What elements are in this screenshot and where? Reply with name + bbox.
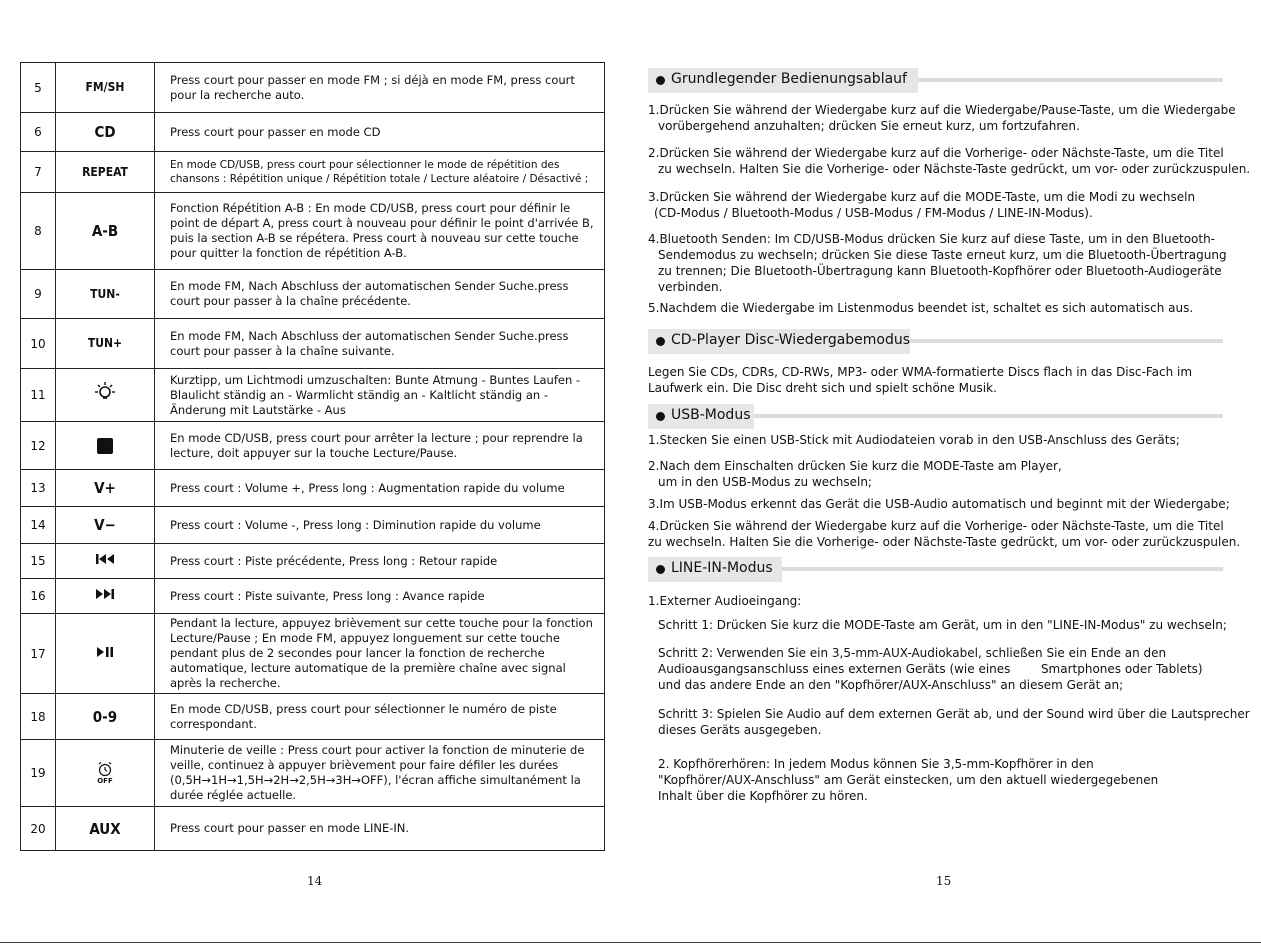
paragraph: 3.Im USB-Modus erkennt das Gerät die USB-Audio automatisch und beginnt mit der Wiedergabe; xyxy=(648,497,1230,511)
row-description: Fonction Répétition A-B : En mode CD/USB, press court pour définir le point de départ A, press court à nouveau pour définir le point d'arrivée B, puis la section A-B se répétera. Press court à nouveau sur cette touche pour quitter la fonction de répétition A-B. xyxy=(155,193,605,270)
section-title: Grundlegender Bedienungsablauf xyxy=(671,71,907,87)
row-number: 12 xyxy=(21,422,56,470)
row-description: En mode CD/USB, press court pour sélectionner le mode de répétition des chansons : Répétition unique / Répétition totale / Lecture aléatoire / Désactivé ; xyxy=(155,152,605,193)
row-description: Press court : Piste suivante, Press long : Avance rapide xyxy=(155,579,605,614)
key-label: AUX xyxy=(56,807,155,851)
paragraph: Legen Sie CDs, CDRs, CD-RWs, MP3- oder WMA-formatierte Discs flach in das Disc-Fach im Laufwerk ein. Die Disc dreht sich und spielt schöne Musik. xyxy=(648,365,1193,395)
previous-track-icon xyxy=(56,544,155,579)
section-heading-cd xyxy=(648,329,1223,354)
light-bulb-icon xyxy=(56,369,155,422)
paragraph: 3.Drücken Sie während der Wiedergabe kurz auf die MODE-Taste, um die Modi zu wechseln (CD-Modus / Bluetooth-Modus / USB-Modus / FM-Modus / LINE-IN-Modus). xyxy=(648,190,1196,220)
section-heading-basic xyxy=(648,68,1223,93)
row-number: 16 xyxy=(21,579,56,614)
key-label: CD xyxy=(56,113,155,152)
table-row xyxy=(21,507,605,544)
key-label: 0-9 xyxy=(56,694,155,740)
bullet-icon xyxy=(656,412,665,421)
row-description: Minuterie de veille : Press court pour activer la fonction de minuterie de veille, continuez à appuyer brièvement pour faire défiler les durées (0,5H→1H→1,5H→2H→2,5H→3H→OFF), l'écran affiche simultanément la durée réglée actuelle. xyxy=(155,740,605,807)
section-heading-linein xyxy=(648,557,1223,582)
paragraph: 1.Stecken Sie einen USB-Stick mit Audiodateien vorab in den USB-Anschluss des Geräts; xyxy=(648,433,1180,447)
paragraph: 2.Nach dem Einschalten drücken Sie kurz die MODE-Taste am Player, um in den USB-Modus zu wechseln; xyxy=(648,459,1062,489)
row-description: Pendant la lecture, appuyez brièvement sur cette touche pour la fonction Lecture/Pause ; En mode FM, appuyez longuement sur cette touche pendant plus de 2 secondes pour lancer la fonction de recherche automatique, lecture automatique de la première chaîne avec signal après la recherche. xyxy=(155,614,605,694)
table-row xyxy=(21,319,605,369)
row-number: 9 xyxy=(21,270,56,319)
bottom-divider xyxy=(0,942,1261,943)
table-row xyxy=(21,63,605,113)
section-title: LINE-IN-Modus xyxy=(671,560,773,576)
paragraph: Schritt 3: Spielen Sie Audio auf dem externen Gerät ab, und der Sound wird über die Lautsprecher dieses Geräts ausgegeben. xyxy=(658,707,1250,737)
paragraph: Schritt 2: Verwenden Sie ein 3,5-mm-AUX-Audiokabel, schließen Sie ein Ende an den Audioausgangsanschluss eines externen Geräts (wie eines Smartphones oder Tablets) und das andere Ende an den "Kopfhörer/AUX-Anschluss" an diesem Gerät an; xyxy=(658,646,1203,692)
section-heading-usb xyxy=(648,404,1223,429)
row-description: En mode CD/USB, press court pour sélectionner le numéro de piste correspondant. xyxy=(155,694,605,740)
table-row xyxy=(21,694,605,740)
table-row xyxy=(21,422,605,470)
paragraph: 2.Drücken Sie während der Wiedergabe kurz auf die Vorherige- oder Nächste-Taste, um die Titel zu wechseln. Halten Sie die Vorherige- oder Nächste-Taste gedrückt, um vor- oder zurückzuspulen. xyxy=(648,146,1251,176)
paragraph: 1.Drücken Sie während der Wiedergabe kurz auf die Wiedergabe/Pause-Taste, um die Wiedergabe vorübergehend anzuhalten; drücken Sie erneut kurz, um fortzufahren. xyxy=(648,103,1236,133)
bullet-icon xyxy=(656,337,665,346)
key-label: REPEAT xyxy=(56,152,155,193)
table-row xyxy=(21,470,605,507)
row-number: 7 xyxy=(21,152,56,193)
row-number: 14 xyxy=(21,507,56,544)
row-number: 13 xyxy=(21,470,56,507)
paragraph: 4.Bluetooth Senden: Im CD/USB-Modus drücken Sie kurz auf diese Taste, um in den Bluetooth- Sendemodus zu wechseln; drücken Sie diese Taste erneut kurz, um die Bluetooth-Übertragung zu trennen; Die Bluetooth-Übertragung kann Bluetooth-Kopfhörer oder Bluetooth-Audiogeräte verbinden. xyxy=(648,232,1227,294)
key-label: FM/SH xyxy=(56,63,155,113)
key-label: TUN+ xyxy=(56,319,155,369)
row-description: Press court : Piste précédente, Press long : Retour rapide xyxy=(155,544,605,579)
row-description: En mode FM, Nach Abschluss der automatischen Sender Suche.press court pour passer à la chaîne précédente. xyxy=(155,270,605,319)
row-description: Press court pour passer en mode CD xyxy=(155,113,605,152)
stop-icon xyxy=(56,422,155,470)
key-label: TUN- xyxy=(56,270,155,319)
row-description: Press court : Volume -, Press long : Diminution rapide du volume xyxy=(155,507,605,544)
table-row xyxy=(21,270,605,319)
table-row xyxy=(21,193,605,270)
key-label: V+ xyxy=(56,470,155,507)
page-number-left: 14 xyxy=(307,874,323,888)
row-description: En mode CD/USB, press court pour arrêter la lecture ; pour reprendre la lecture, doit appuyer sur la touche Lecture/Pause. xyxy=(155,422,605,470)
row-number: 5 xyxy=(21,63,56,113)
row-description: Kurztipp, um Lichtmodi umzuschalten: Bunte Atmung - Buntes Laufen - Blaulicht ständig an - Warmlicht ständig an - Kaltlicht ständig an - Änderung mit Lautstärke - Aus xyxy=(155,369,605,422)
row-description: En mode FM, Nach Abschluss der automatischen Sender Suche.press court pour passer à la chaîne suivante. xyxy=(155,319,605,369)
page-number-right: 15 xyxy=(936,874,952,888)
row-description: Press court pour passer en mode FM ; si déjà en mode FM, press court pour la recherche auto. xyxy=(155,63,605,113)
row-number: 18 xyxy=(21,694,56,740)
key-function-table xyxy=(20,62,605,851)
section-title: CD-Player Disc-Wiedergabemodus xyxy=(671,332,911,348)
paragraph: 4.Drücken Sie während der Wiedergabe kurz auf die Vorherige- oder Nächste-Taste, um die Titel zu wechseln. Halten Sie die Vorherige- oder Nächste-Taste gedrückt, um vor- oder zurückzuspulen. xyxy=(648,519,1241,549)
timer-off-label: OFF xyxy=(97,777,113,785)
table-row xyxy=(21,807,605,851)
row-number: 17 xyxy=(21,614,56,694)
key-label: V− xyxy=(56,507,155,544)
light-bulb-icon xyxy=(93,381,117,405)
paragraph: 2. Kopfhörerhören: In jedem Modus können Sie 3,5-mm-Kopfhörer in den "Kopfhörer/AUX-Anschluss" am Gerät einstecken, um den aktuell wiedergegebenen Inhalt über die Kopfhörer zu hören. xyxy=(658,757,1159,803)
play-pause-icon xyxy=(56,614,155,694)
table-row xyxy=(21,369,605,422)
key-label: A-B xyxy=(56,193,155,270)
paragraph: 1.Externer Audioeingang: xyxy=(648,594,802,608)
row-number: 6 xyxy=(21,113,56,152)
row-number: 10 xyxy=(21,319,56,369)
row-description: Press court : Volume +, Press long : Augmentation rapide du volume xyxy=(155,470,605,507)
next-track-icon xyxy=(56,579,155,614)
row-number: 15 xyxy=(21,544,56,579)
table-row xyxy=(21,614,605,694)
row-number: 8 xyxy=(21,193,56,270)
row-number: 11 xyxy=(21,369,56,422)
table-row xyxy=(21,113,605,152)
row-number: 19 xyxy=(21,740,56,807)
row-description: Press court pour passer en mode LINE-IN. xyxy=(155,807,605,851)
section-title: USB-Modus xyxy=(671,407,751,423)
bullet-icon xyxy=(656,76,665,85)
row-number: 20 xyxy=(21,807,56,851)
table-row xyxy=(21,152,605,193)
table-row xyxy=(21,579,605,614)
paragraph: Schritt 1: Drücken Sie kurz die MODE-Taste am Gerät, um in den "LINE-IN-Modus" zu wechseln; xyxy=(658,618,1227,632)
table-row xyxy=(21,740,605,807)
paragraph: 5.Nachdem die Wiedergabe im Listenmodus beendet ist, schaltet es sich automatisch aus. xyxy=(648,301,1194,315)
sleep-timer-icon xyxy=(56,740,155,807)
table-row xyxy=(21,544,605,579)
bullet-icon xyxy=(656,565,665,574)
